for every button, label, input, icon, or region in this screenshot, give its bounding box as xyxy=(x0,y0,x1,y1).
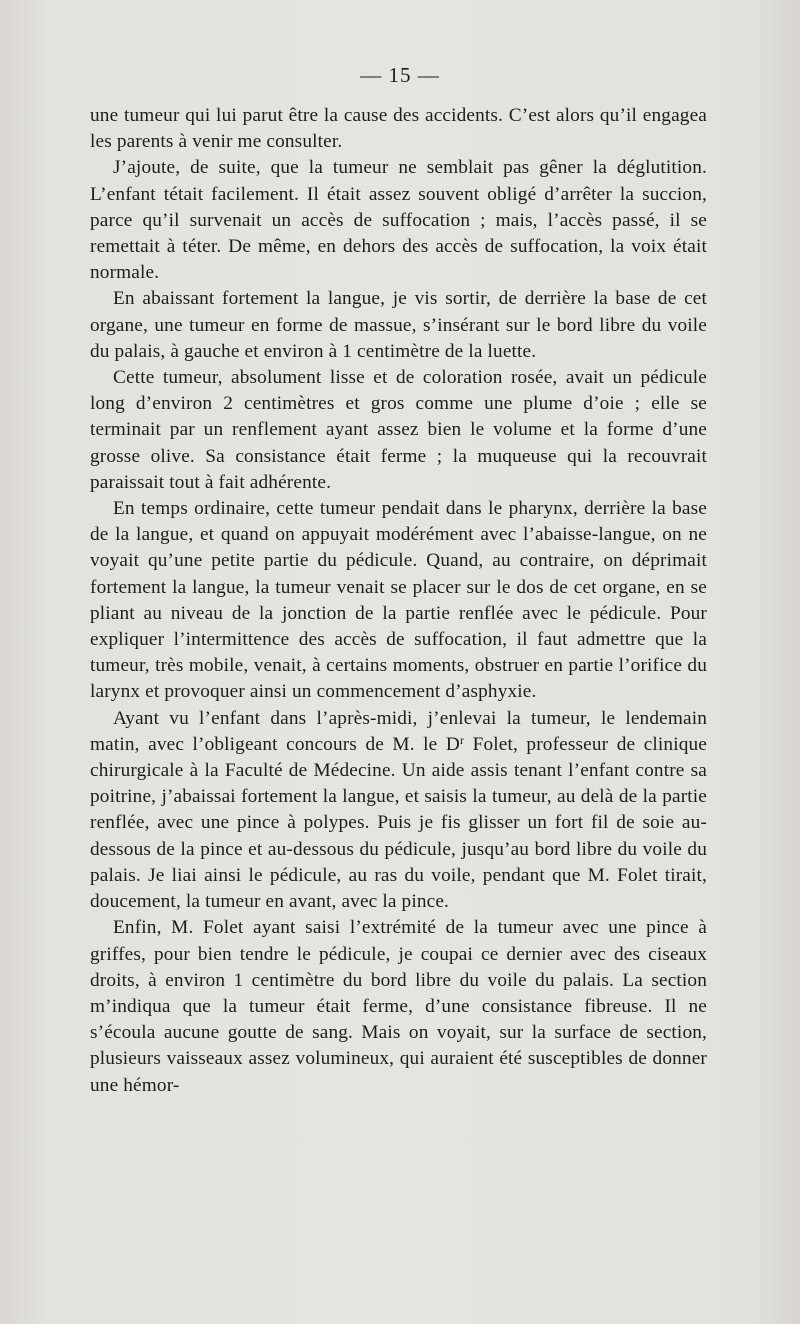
paragraph: En abaissant fortement la langue, je vis sortir, de derrière la base de cet organe, une tumeur en forme de massue, s’insérant sur le bord libre du voile du palais, à gauche et environ à 1 centimètre de la luette. xyxy=(90,288,707,362)
superscript: r xyxy=(459,732,465,747)
paragraph-continued: une tumeur qui lui parut être la cause des accidents. C’est alors qu’il engagea les parents à venir me consulter. xyxy=(90,105,707,153)
page-number: — 15 — xyxy=(360,63,440,87)
paragraph: J’ajoute, de suite, que la tumeur ne semblait pas gêner la déglutition. L’enfant tétait facilement. Il était assez souvent obligé d’arrêter la succion, parce qu’il survenait un accès de suffocation ; mais, l’accès passé, il se remettait à téter. De même, en dehors des accès de suffocation, la voix était normale. xyxy=(90,157,707,284)
paragraph: Cette tumeur, absolument lisse et de coloration rosée, avait un pédicule long d’environ 2 centimètres et gros comme une plume d’oie ; elle se terminait par un renflement ayant assez bien le volume et la forme d’une grosse olive. Sa consistance était ferme ; la muqueuse qui la recouvrait paraissait tout à fait adhérente. xyxy=(90,367,707,493)
paragraph: En temps ordinaire, cette tumeur pendait dans le pharynx, derrière la base de la langue, et quand on appuyait modérément avec l’abaisse-langue, on ne voyait qu’une petite partie du pédicule. Quand, au contraire, on déprimait fortement la langue, la tumeur venait se placer sur le dos de cet organe, en se pliant au niveau de la jonction de la partie renflée avec le pédicule. Pour expliquer l’intermittence des accès de suffocation, il faut admettre que la tumeur, très mobile, venait, à certains moments, obstruer en partie l’orifice du larynx et provoquer ainsi un commencement d’asphyxie. xyxy=(90,498,707,703)
body-text xyxy=(90,103,707,1099)
paragraph xyxy=(90,706,707,916)
paragraph-text: Ayant vu l’enfant dans l’après-midi, j’enlevai la tumeur, le lendemain matin, avec l’obligeant concours de M. le D xyxy=(90,707,707,755)
paragraph-text: Folet, professeur de clinique chirurgicale à la Faculté de Médecine. Un aide assis tenant l’enfant contre sa poitrine, j’abaissai fortement la langue, et saisis la tumeur, au delà de la partie renflée, avec une pince à polypes. Puis je fis glisser un fort fil de soie au-dessous de la pince et au-dessous du pédicule, jusqu’au bord libre du voile du palais. Je liai ainsi le pédicule, au ras du voile, pendant que M. Folet tirait, doucement, la tumeur en avant, avec la pince. xyxy=(90,733,708,913)
paragraph: Enfin, M. Folet ayant saisi l’extrémité de la tumeur avec une pince à griffes, pour bien tendre le pédicule, je coupai ce dernier avec des ciseaux droits, à environ 1 centimètre du bord libre du voile du palais. La section m’indiqua que la tumeur était ferme, d’une consistance fibreuse. Il ne s’écoula aucune goutte de sang. Mais on voyait, sur la surface de section, plusieurs vaisseaux assez volumineux, qui auraient été susceptibles de donner une hémor- xyxy=(90,917,707,1096)
